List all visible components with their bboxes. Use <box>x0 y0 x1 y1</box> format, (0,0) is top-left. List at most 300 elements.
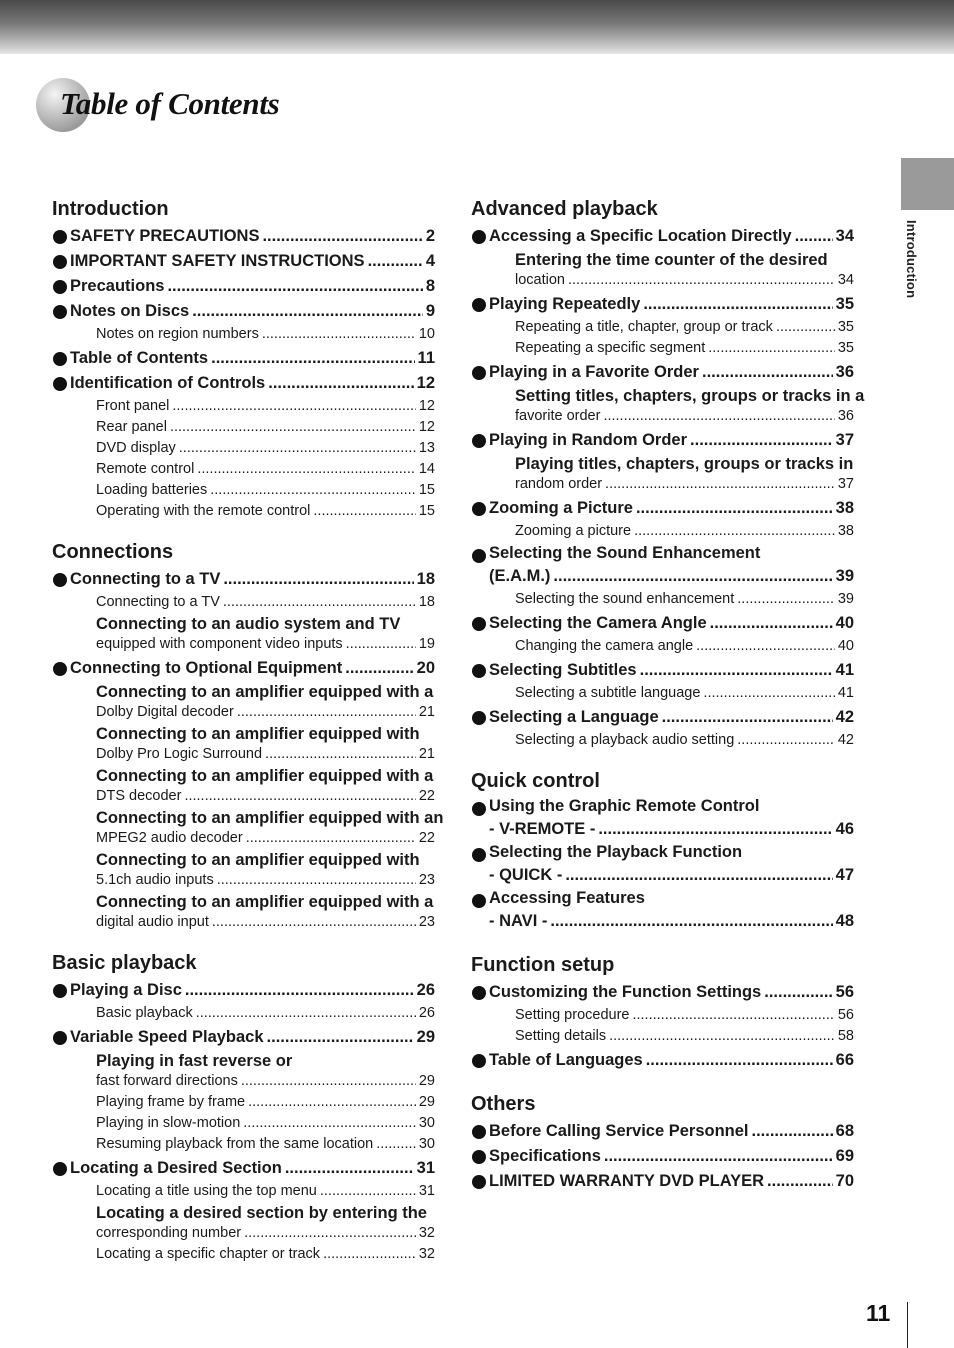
toc-line <box>96 1245 435 1264</box>
subentry[interactable] <box>489 1006 854 1025</box>
subentry-list <box>489 590 854 609</box>
subentry-list <box>489 454 854 494</box>
subentry[interactable] <box>70 614 435 654</box>
toc-line <box>70 346 435 371</box>
toc-line <box>96 418 435 437</box>
dot-leader <box>737 731 835 750</box>
page-ref: 34 <box>837 272 854 288</box>
dot-leader <box>696 637 835 656</box>
section-heading: Others <box>471 1093 536 1115</box>
toc-line <box>96 1093 435 1112</box>
dot-leader <box>776 318 835 337</box>
toc-line <box>489 1119 854 1144</box>
toc-entry[interactable] <box>52 274 435 299</box>
toc-line <box>489 817 854 842</box>
subentry-text: Dolby Digital decoder <box>96 704 234 720</box>
subentry[interactable] <box>70 1245 435 1264</box>
subentry[interactable] <box>489 637 854 656</box>
subentry-text: Repeating a title, chapter, group or track <box>515 319 773 335</box>
page-ref: 26 <box>418 1005 435 1021</box>
toc-line <box>96 1224 435 1243</box>
entry-title: Selecting the Sound Enhancement <box>489 544 761 562</box>
bullet-icon <box>53 377 67 391</box>
dot-leader <box>320 1182 416 1201</box>
entry-title: Connecting to a TV <box>70 570 221 588</box>
page-ref: 4 <box>425 252 435 270</box>
bullet-icon <box>472 986 486 1000</box>
subentry-text: Connecting to an amplifier equipped with a <box>96 767 434 785</box>
bullet-icon <box>53 255 67 269</box>
dot-leader <box>737 590 835 609</box>
dot-leader <box>598 817 832 842</box>
dot-leader <box>184 787 415 806</box>
subentry-text: Locating a specific chapter or track <box>96 1246 321 1262</box>
subentry[interactable] <box>70 1114 435 1133</box>
subentry-text: Remote control <box>96 461 195 477</box>
entry-title: Identification of Controls <box>70 374 266 392</box>
dot-leader <box>550 909 832 934</box>
subentry[interactable] <box>489 684 854 703</box>
toc-line <box>489 611 854 636</box>
entry-title: Selecting the Playback Function <box>489 843 743 861</box>
dot-leader <box>192 299 423 324</box>
dot-leader <box>244 1224 416 1243</box>
subentry-list <box>489 1006 854 1046</box>
subentry[interactable] <box>70 1182 435 1201</box>
page-ref: 21 <box>418 746 435 762</box>
toc-section <box>471 1091 854 1194</box>
subentry-text: MPEG2 audio decoder <box>96 830 243 846</box>
page-ref: 22 <box>418 788 435 804</box>
subentry-list <box>70 325 435 344</box>
toc-line <box>96 397 435 416</box>
subentry[interactable] <box>489 454 854 494</box>
subentry-list <box>70 682 444 932</box>
toc-entry[interactable] <box>471 1048 854 1073</box>
subentry[interactable] <box>70 892 435 932</box>
subentry[interactable] <box>70 1004 435 1023</box>
toc-line <box>96 1114 435 1133</box>
page-ref: 41 <box>837 685 854 701</box>
toc-entry[interactable] <box>52 1025 435 1154</box>
subentry-text: Selecting a playback audio setting <box>515 732 735 748</box>
toc-line <box>96 635 435 654</box>
toc-entry[interactable] <box>471 496 854 541</box>
subentry[interactable] <box>70 724 435 764</box>
entry-title: Playing in a Favorite Order <box>489 363 699 381</box>
entry-title: Customizing the Function Settings <box>489 983 762 1001</box>
toc-entry[interactable] <box>471 1144 854 1169</box>
subentry-list <box>70 1051 435 1154</box>
dot-leader <box>212 913 416 932</box>
subentry[interactable] <box>70 460 435 479</box>
toc-line <box>70 978 435 1003</box>
subentry[interactable] <box>70 502 435 521</box>
toc-entry[interactable] <box>471 705 854 750</box>
toc-line <box>489 1169 854 1194</box>
subentry-text: Playing frame by frame <box>96 1094 246 1110</box>
subentry-text: Playing in slow-motion <box>96 1115 241 1131</box>
toc-left-column <box>52 196 444 1282</box>
page-ref: 18 <box>418 594 435 610</box>
subentry-list <box>70 1182 435 1264</box>
dot-leader <box>604 1144 833 1169</box>
toc-entry[interactable] <box>471 360 865 426</box>
page-ref: 31 <box>418 1183 435 1199</box>
page-ref: 66 <box>835 1051 854 1069</box>
toc-line <box>515 318 854 337</box>
dot-leader <box>179 439 416 458</box>
dot-leader <box>223 567 413 592</box>
toc-section <box>52 539 444 932</box>
toc-line <box>96 593 435 612</box>
bullet-icon <box>472 617 486 631</box>
subentry-text: 5.1ch audio inputs <box>96 872 214 888</box>
toc-line <box>515 475 854 494</box>
dot-leader <box>634 522 835 541</box>
toc-entry[interactable] <box>52 656 444 932</box>
subentry-text: Connecting to a TV <box>96 594 220 610</box>
subentry-text: Basic playback <box>96 1005 193 1021</box>
page-ref: 41 <box>835 661 854 679</box>
entry-title: IMPORTANT SAFETY INSTRUCTIONS <box>70 252 365 270</box>
page-ref: 40 <box>837 638 854 654</box>
bullet-icon <box>472 434 486 448</box>
toc-line <box>489 705 854 730</box>
subentry[interactable] <box>70 593 435 612</box>
dot-leader <box>568 271 835 290</box>
toc-entry[interactable] <box>471 980 854 1046</box>
bullet-icon <box>472 1150 486 1164</box>
toc-line <box>96 787 435 806</box>
page-ref: 36 <box>835 363 854 381</box>
subentry-list <box>70 397 435 521</box>
bullet-icon <box>53 305 67 319</box>
page-ref: 68 <box>835 1122 854 1140</box>
page-ref: 34 <box>835 227 854 245</box>
dot-leader <box>764 980 832 1005</box>
subentry[interactable] <box>489 339 854 358</box>
subentry[interactable] <box>70 1203 435 1243</box>
bullet-icon <box>472 894 486 908</box>
toc-line <box>96 871 435 890</box>
entry-title: Using the Graphic Remote Control <box>489 797 760 815</box>
dot-leader <box>708 339 835 358</box>
subentry[interactable] <box>489 522 854 541</box>
toc-line <box>515 407 854 426</box>
dot-leader <box>605 475 835 494</box>
bullet-icon <box>472 366 486 380</box>
subentry[interactable] <box>70 418 435 437</box>
dot-leader <box>795 224 833 249</box>
page-ref: 29 <box>418 1094 435 1110</box>
page-ref: 9 <box>425 302 435 320</box>
page-ref: 32 <box>418 1225 435 1241</box>
subentry[interactable] <box>70 808 444 848</box>
subentry[interactable] <box>70 439 435 458</box>
subentry-text: DVD display <box>96 440 176 456</box>
toc-line <box>70 274 435 299</box>
subentry-text: Connecting to an amplifier equipped with <box>96 725 420 743</box>
toc-line <box>70 249 435 274</box>
subentry-list <box>489 522 854 541</box>
entry-title: Locating a Desired Section <box>70 1159 282 1177</box>
dot-leader <box>662 705 833 730</box>
toc-section <box>52 950 435 1264</box>
subentry[interactable] <box>70 1135 435 1154</box>
bullet-icon <box>53 1031 67 1045</box>
page-ref: 12 <box>418 398 435 414</box>
page-ref: 29 <box>418 1073 435 1089</box>
subentry[interactable] <box>489 731 854 750</box>
toc-entry[interactable] <box>52 567 435 654</box>
side-tab-marker <box>901 158 954 210</box>
dot-leader <box>603 407 834 426</box>
toc-entry[interactable] <box>52 249 435 274</box>
dot-leader <box>646 1048 833 1073</box>
page-ref: 38 <box>835 499 854 517</box>
subentry-text: DTS decoder <box>96 788 182 804</box>
dot-leader <box>643 292 832 317</box>
bullet-icon <box>472 711 486 725</box>
subentry[interactable] <box>489 318 854 337</box>
dot-leader <box>241 1072 416 1091</box>
page-ref: 11 <box>417 349 435 367</box>
dot-leader <box>246 829 416 848</box>
dot-leader <box>267 1025 414 1050</box>
subentry-text: Notes on region numbers <box>96 326 259 342</box>
dot-leader <box>632 1006 834 1025</box>
page-ref: 21 <box>418 704 435 720</box>
toc-entry[interactable] <box>471 1169 854 1194</box>
dot-leader <box>553 564 832 589</box>
subentry-text: Setting details <box>515 1028 607 1044</box>
toc-entry[interactable] <box>52 224 435 249</box>
bullet-icon <box>472 502 486 516</box>
entry-title: Table of Languages <box>489 1051 643 1069</box>
subentry-text: Zooming a picture <box>515 523 632 539</box>
toc-entry[interactable] <box>471 543 854 609</box>
page-ref: 37 <box>837 476 854 492</box>
toc-line <box>96 439 435 458</box>
toc-line <box>96 745 435 764</box>
toc-entry[interactable] <box>471 428 854 494</box>
dot-leader <box>170 418 416 437</box>
entry-title: SAFETY PRECAUTIONS <box>70 227 260 245</box>
subentry-list <box>70 593 435 654</box>
page-ref: 23 <box>418 914 435 930</box>
subentry-text: Changing the camera angle <box>515 638 694 654</box>
subentry-text: Loading batteries <box>96 482 208 498</box>
toc-line <box>489 496 854 521</box>
subentry-text: digital audio input <box>96 914 209 930</box>
subentry[interactable] <box>70 766 435 806</box>
toc-entry[interactable] <box>52 1156 435 1264</box>
page-ref: 70 <box>835 1172 854 1190</box>
dot-leader <box>690 428 833 453</box>
entry-title-continued: - NAVI - <box>489 912 548 930</box>
subentry-text: Front panel <box>96 398 170 414</box>
subentry-text: Connecting to an amplifier equipped with an <box>96 809 444 827</box>
page-ref: 12 <box>418 419 435 435</box>
toc-line <box>515 684 854 703</box>
toc-line <box>70 371 435 396</box>
entry-title: Before Calling Service Personnel <box>489 1122 749 1140</box>
toc-line <box>489 980 854 1005</box>
subentry-text: Playing titles, chapters, groups or tracks in <box>515 455 854 473</box>
page-ref: 2 <box>425 227 435 245</box>
dot-leader <box>368 249 423 274</box>
toc-entry[interactable] <box>471 224 854 290</box>
subentry-text: Operating with the remote control <box>96 503 311 519</box>
dot-leader <box>710 611 833 636</box>
section-heading: Introduction <box>52 198 169 220</box>
subentry[interactable] <box>70 1051 435 1091</box>
subentry[interactable] <box>70 682 435 722</box>
subentry-list <box>70 1004 435 1023</box>
entry-title: Specifications <box>489 1147 601 1165</box>
page-ref: 14 <box>418 461 435 477</box>
toc-line <box>70 1025 435 1050</box>
subentry-text: Setting procedure <box>515 1007 630 1023</box>
dot-leader <box>248 1093 416 1112</box>
toc-entry[interactable] <box>471 292 854 358</box>
bullet-icon <box>53 984 67 998</box>
subentry[interactable] <box>489 386 865 426</box>
bullet-icon <box>53 280 67 294</box>
bullet-icon <box>53 352 67 366</box>
toc-line <box>489 564 854 589</box>
subentry-list <box>489 250 854 290</box>
subentry[interactable] <box>70 325 435 344</box>
toc-line <box>515 1027 854 1046</box>
dot-leader <box>185 978 414 1003</box>
page-ref: 23 <box>418 872 435 888</box>
bullet-icon <box>53 662 67 676</box>
subentry-text: Setting titles, chapters, groups or tracks in a <box>515 387 865 405</box>
dot-leader <box>376 1135 416 1154</box>
page-ref: 10 <box>418 326 435 342</box>
dot-leader <box>262 224 422 249</box>
page-ref: 69 <box>835 1147 854 1165</box>
dot-leader <box>172 397 416 416</box>
toc-entry[interactable] <box>52 346 435 371</box>
entry-title: Selecting Subtitles <box>489 661 637 679</box>
toc-section <box>471 768 854 934</box>
subentry-text: equipped with component video inputs <box>96 636 343 652</box>
subentry-text: Locating a desired section by entering the <box>96 1204 427 1222</box>
toc-entry[interactable] <box>52 371 435 521</box>
subentry-text: random order <box>515 476 603 492</box>
toc-line <box>515 522 854 541</box>
page-ref: 37 <box>835 431 854 449</box>
subentry[interactable] <box>70 481 435 500</box>
toc-line <box>489 863 854 888</box>
toc-entry[interactable] <box>52 299 435 344</box>
subentry[interactable] <box>70 850 435 890</box>
subentry-list <box>489 386 865 426</box>
page-ref: 56 <box>835 983 854 1001</box>
entry-title: Zooming a Picture <box>489 499 633 517</box>
page-ref: 48 <box>835 912 854 930</box>
dot-leader <box>565 863 832 888</box>
toc-section <box>471 952 854 1073</box>
toc-line <box>96 829 435 848</box>
subentry[interactable] <box>489 250 854 290</box>
subentry-list <box>489 731 854 750</box>
page-ref: 42 <box>837 732 854 748</box>
toc-entry[interactable] <box>52 978 435 1023</box>
dot-leader <box>767 1169 833 1194</box>
page-ref: 30 <box>418 1115 435 1131</box>
toc-line <box>489 292 854 317</box>
subentry-text: Rear panel <box>96 419 167 435</box>
bullet-icon <box>472 298 486 312</box>
toc-entry[interactable] <box>471 888 854 934</box>
subentry[interactable] <box>70 397 435 416</box>
subentry-text: Connecting to an amplifier equipped with <box>96 851 420 869</box>
subentry-text: Selecting the sound enhancement <box>515 591 735 607</box>
toc-section <box>471 196 865 750</box>
page-ref: 46 <box>835 820 854 838</box>
dot-leader <box>265 745 416 764</box>
toc-line <box>515 637 854 656</box>
page-ref: 58 <box>837 1028 854 1044</box>
subentry-text: Connecting to an amplifier equipped with a <box>96 683 434 701</box>
dot-leader <box>262 325 416 344</box>
subentry-text: fast forward directions <box>96 1073 238 1089</box>
subentry[interactable] <box>489 590 854 609</box>
bullet-icon <box>472 1175 486 1189</box>
toc-line <box>489 1048 854 1073</box>
entry-title: Notes on Discs <box>70 302 190 320</box>
page-ref: 19 <box>418 636 435 652</box>
dot-leader <box>211 346 414 371</box>
toc-line <box>96 460 435 479</box>
toc-line <box>70 567 435 592</box>
page-ref: 26 <box>416 981 435 999</box>
subentry[interactable] <box>70 1093 435 1112</box>
subentry-list <box>489 318 854 358</box>
entry-title-continued: (E.A.M.) <box>489 567 551 585</box>
toc-line <box>96 913 435 932</box>
dot-leader <box>196 1004 416 1023</box>
bullet-icon <box>53 1162 67 1176</box>
toc-entry[interactable] <box>471 842 854 888</box>
page-title: Table of Contents <box>60 86 280 121</box>
toc-entry[interactable] <box>471 611 854 656</box>
page-ref: 15 <box>418 503 435 519</box>
toc-line <box>96 1135 435 1154</box>
dot-leader <box>636 496 833 521</box>
toc-entry[interactable] <box>471 658 854 703</box>
page-ref: 31 <box>416 1159 435 1177</box>
toc-line <box>96 325 435 344</box>
toc-line <box>70 656 435 681</box>
entry-title: Selecting the Camera Angle <box>489 614 707 632</box>
page-ref: 30 <box>418 1136 435 1152</box>
dot-leader <box>237 703 416 722</box>
dot-leader <box>702 360 833 385</box>
toc-entry[interactable] <box>471 796 854 842</box>
page-ref: 38 <box>837 523 854 539</box>
toc-line <box>489 224 854 249</box>
subentry[interactable] <box>489 1027 854 1046</box>
toc-entry[interactable] <box>471 1119 854 1144</box>
entry-title: Accessing a Specific Location Directly <box>489 227 792 245</box>
section-heading: Advanced playback <box>471 198 658 220</box>
subentry-text: favorite order <box>515 408 601 424</box>
